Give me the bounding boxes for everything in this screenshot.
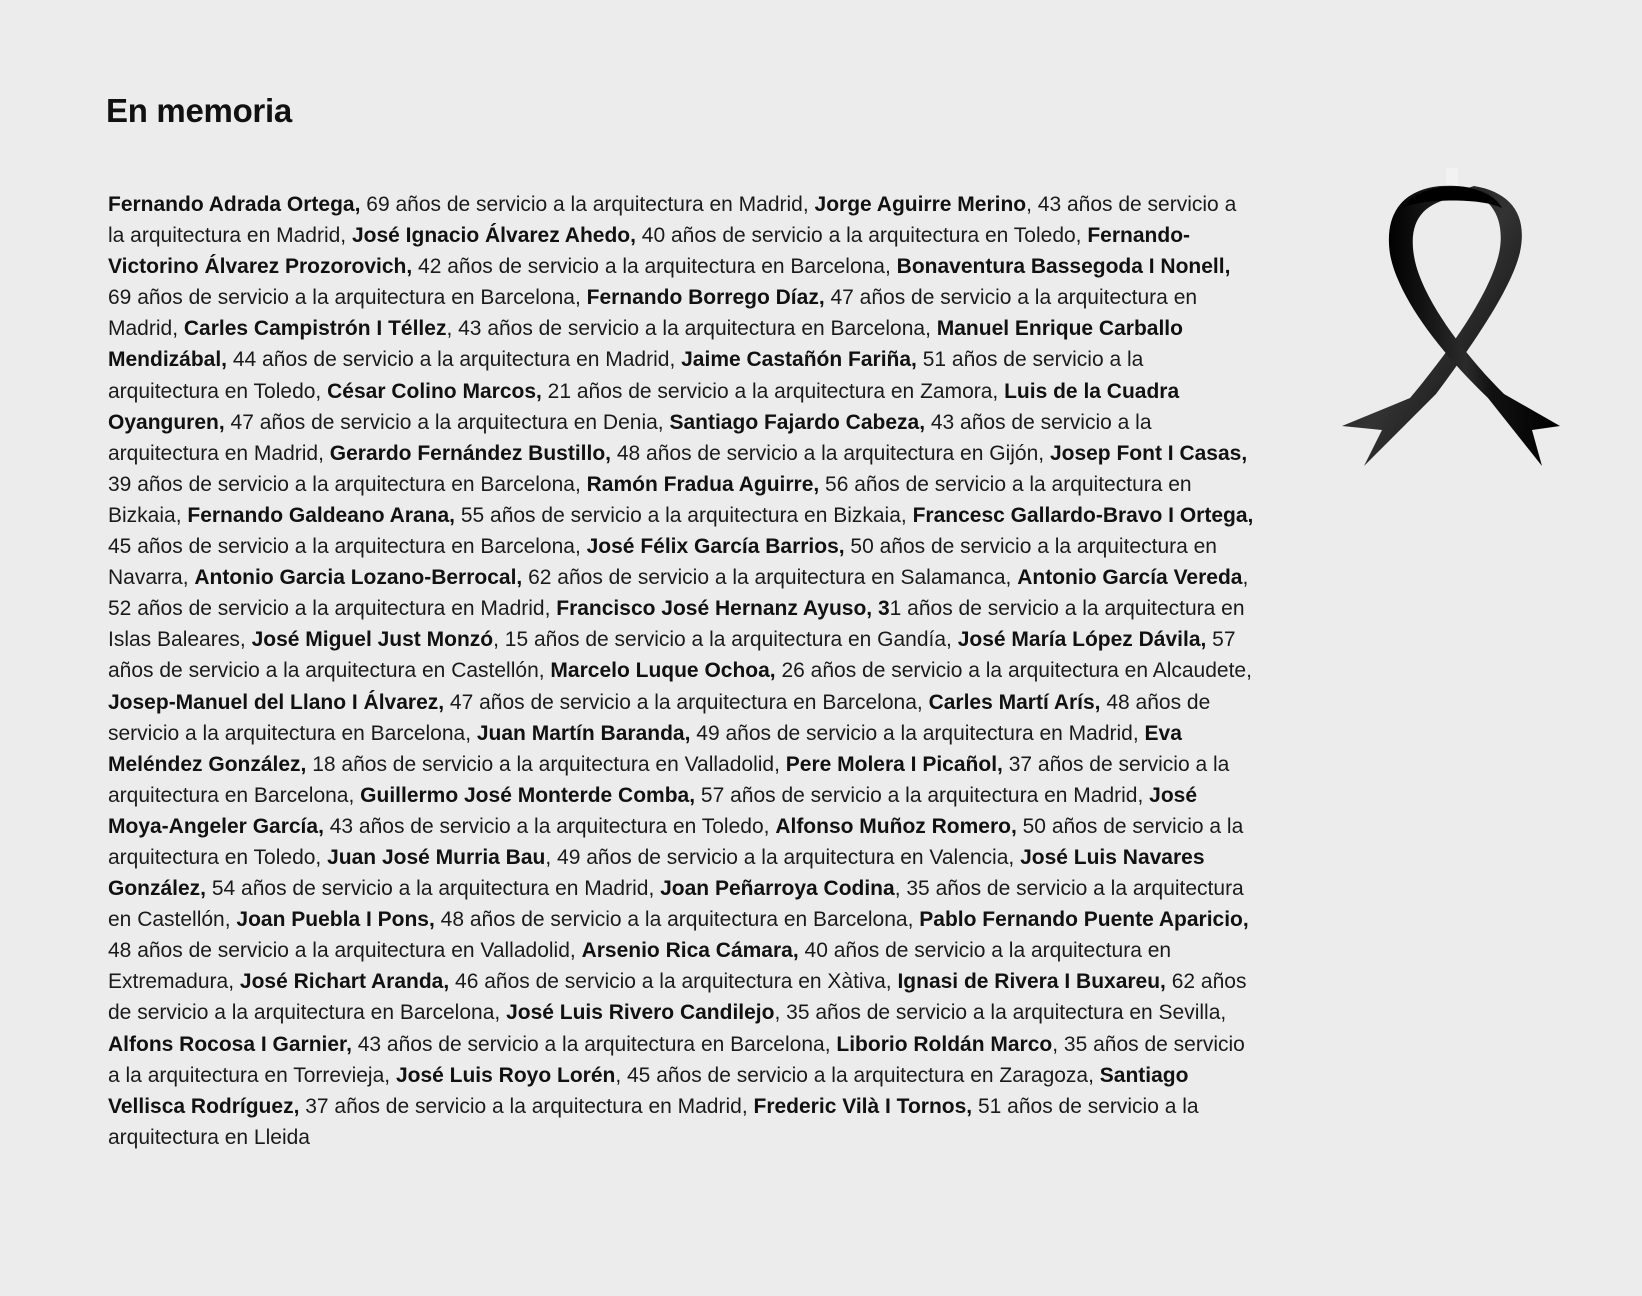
memorial-detail: 48 años de servicio a la arquitectura en Barcelona,	[108, 690, 1211, 745]
memorial-detail: 62 años de servicio a la arquitectura en Barcelona,	[108, 970, 1247, 1025]
memorial-detail: 1 años de servicio a la arquitectura en Islas Baleares,	[108, 597, 1245, 652]
memorial-detail: 46 años de servicio a la arquitectura en Xàtiva,	[449, 970, 898, 994]
memorial-name: Fernando Galdeano Arana,	[187, 503, 455, 527]
memorial-name: José Luis Royo Lorén	[395, 1063, 616, 1087]
memorial-detail: 55 años de servicio a la arquitectura en Bizkaia,	[454, 503, 913, 527]
memorial-name: Francisco José Hernanz Ayuso, 3	[556, 597, 890, 621]
memorial-detail: 26 años de servicio a la arquitectura en Alcaudete,	[775, 659, 1252, 683]
memorial-detail: 39 años de servicio a la arquitectura en Barcelona,	[108, 472, 587, 496]
memorial-detail: 48 años de servicio a la arquitectura en Barcelona,	[434, 908, 920, 932]
memorial-detail: , 35 años de servicio a la arquitectura en Sevilla,	[774, 1001, 1227, 1025]
memorial-name: Juan Martín Baranda,	[476, 721, 691, 745]
memorial-name: José Ignacio Álvarez Ahedo,	[351, 224, 636, 248]
memorial-list	[108, 189, 1256, 1153]
memorial-detail: , 43 años de servicio a la arquitectura en Barcelona,	[446, 317, 937, 341]
memorial-name: Pere Molera I Picañol,	[785, 752, 1003, 776]
memorial-name: Jaime Castañón Fariña,	[681, 348, 917, 372]
memorial-detail: , 43 años de servicio a la arquitectura en Madrid,	[108, 193, 1237, 248]
memorial-name: Alfons Rocosa I Garnier,	[108, 1032, 352, 1056]
memorial-name: Liborio Roldán Marco	[836, 1032, 1053, 1056]
memorial-detail: 56 años de servicio a la arquitectura en Bizkaia,	[108, 472, 1192, 527]
page-title: En memoria	[106, 92, 292, 129]
memorial-detail: 48 años de servicio a la arquitectura en Valladolid,	[108, 939, 582, 963]
memorial-detail: 44 años de servicio a la arquitectura en Madrid,	[227, 348, 682, 372]
memorial-name: Fernando Adrada Ortega,	[108, 193, 361, 216]
memorial-detail: , 49 años de servicio a la arquitectura en Valencia,	[545, 845, 1021, 869]
memorial-name: Antonio García Vereda	[1017, 566, 1243, 590]
memorial-name: Joan Puebla I Pons,	[236, 908, 435, 932]
memorial-name: Eva Meléndez González,	[108, 721, 1182, 776]
memorial-detail: , 52 años de servicio a la arquitectura en Madrid,	[108, 566, 1249, 621]
memorial-name: Gerardo Fernández Bustillo,	[329, 441, 612, 465]
memorial-detail: 69 años de servicio a la arquitectura en Madrid,	[360, 193, 815, 216]
memorial-detail: 45 años de servicio a la arquitectura en Barcelona,	[108, 535, 587, 559]
memorial-detail: 18 años de servicio a la arquitectura en Valladolid,	[306, 752, 786, 776]
memorial-name: José Luis Rivero Candilejo	[506, 1001, 775, 1025]
memorial-name: Carles Campistrón I Téllez	[183, 317, 447, 341]
memorial-detail: , 35 años de servicio a la arquitectura en Torrevieja,	[108, 1032, 1245, 1087]
memorial-name: Ignasi de Rivera I Buxareu,	[897, 970, 1166, 994]
memorial-name: Francesc Gallardo-Bravo I Ortega,	[912, 503, 1254, 527]
memorial-name: José Moya-Angeler García,	[108, 783, 1198, 838]
memorial-name: Luis de la Cuadra Oyanguren,	[108, 379, 1180, 434]
memorial-name: Arsenio Rica Cámara,	[581, 939, 799, 963]
memorial-name: Santiago Vellisca Rodríguez,	[108, 1063, 1189, 1118]
memorial-detail: 43 años de servicio a la arquitectura en Barcelona,	[351, 1032, 837, 1056]
memorial-detail: 47 años de servicio a la arquitectura en Denia,	[224, 410, 670, 434]
memorial-detail: 40 años de servicio a la arquitectura en Toledo,	[635, 224, 1088, 248]
memorial-name: Pablo Fernando Puente Aparicio,	[919, 908, 1249, 932]
memorial-detail: 50 años de servicio a la arquitectura en Navarra,	[108, 535, 1217, 590]
memorial-name: Fernando Borrego Díaz,	[586, 286, 825, 310]
memorial-detail: , 35 años de servicio a la arquitectura en Castellón,	[108, 877, 1244, 932]
memorial-detail: 62 años de servicio a la arquitectura en Salamanca,	[522, 566, 1018, 590]
memorial-name: César Colino Marcos,	[327, 379, 542, 403]
memorial-name: Carles Martí Arís,	[928, 690, 1101, 714]
memorial-name: Joan Peñarroya Codina	[660, 877, 895, 901]
memorial-name: Antonio Garcia Lozano-Berrocal,	[194, 566, 523, 590]
mourning-ribbon-icon	[1342, 168, 1560, 468]
memorial-name: Frederic Vilà I Tornos,	[753, 1094, 973, 1118]
memorial-detail: 43 años de servicio a la arquitectura en Toledo,	[323, 814, 776, 838]
memorial-detail: 49 años de servicio a la arquitectura en Madrid,	[690, 721, 1145, 745]
memorial-detail: 43 años de servicio a la arquitectura en Madrid,	[108, 410, 1152, 465]
memorial-detail: 21 años de servicio a la arquitectura en Zamora,	[541, 379, 1005, 403]
memorial-name: José María López Dávila,	[957, 628, 1207, 652]
memorial-name: Marcelo Luque Ochoa,	[550, 659, 776, 683]
memorial-detail: , 45 años de servicio a la arquitectura en Zaragoza,	[615, 1063, 1100, 1087]
memorial-detail: 57 años de servicio a la arquitectura en Castellón,	[108, 628, 1236, 683]
memorial-detail: 42 años de servicio a la arquitectura en Barcelona,	[412, 255, 897, 279]
memorial-detail: 51 años de servicio a la arquitectura en Lleida	[108, 1094, 1199, 1149]
memorial-detail: 51 años de servicio a la arquitectura en Toledo,	[108, 348, 1144, 403]
memorial-detail: 69 años de servicio a la arquitectura en Barcelona,	[108, 286, 587, 310]
memorial-detail: 54 años de servicio a la arquitectura en Madrid,	[206, 877, 661, 901]
memorial-detail: 40 años de servicio a la arquitectura en Extremadura,	[108, 939, 1172, 994]
memorial-detail: 48 años de servicio a la arquitectura en Gijón,	[611, 441, 1050, 465]
memorial-name: Guillermo José Monterde Comba,	[360, 783, 696, 807]
memorial-name: Juan José Murria Bau	[327, 845, 546, 869]
memorial-name: Josep-Manuel del Llano I Álvarez,	[108, 690, 445, 714]
memorial-name: José Félix García Barrios,	[586, 535, 845, 559]
memorial-detail: 47 años de servicio a la arquitectura en Barcelona,	[444, 690, 929, 714]
memorial-name: Ramón Fradua Aguirre,	[586, 472, 820, 496]
memorial-name: Fernando-Victorino Álvarez Prozorovich,	[108, 224, 1191, 279]
memorial-name: José Miguel Just Monzó	[251, 628, 494, 652]
memorial-detail: 37 años de servicio a la arquitectura en Madrid,	[299, 1094, 754, 1118]
memorial-detail: 50 años de servicio a la arquitectura en Toledo,	[108, 814, 1244, 869]
memorial-detail: 57 años de servicio a la arquitectura en Madrid,	[695, 783, 1150, 807]
memorial-name: Bonaventura Bassegoda I Nonell,	[896, 255, 1231, 279]
memorial-detail: 47 años de servicio a la arquitectura en Madrid,	[108, 286, 1198, 341]
memorial-detail: , 15 años de servicio a la arquitectura en Gandía,	[493, 628, 958, 652]
memorial-name: Jorge Aguirre Merino	[814, 193, 1027, 216]
memorial-name: José Luis Navares González,	[108, 845, 1205, 901]
memorial-name: Santiago Fajardo Cabeza,	[669, 410, 926, 434]
memorial-name: José Richart Aranda,	[239, 970, 450, 994]
memorial-name: Alfonso Muñoz Romero,	[775, 814, 1017, 838]
memorial-detail: 37 años de servicio a la arquitectura en Barcelona,	[108, 752, 1230, 807]
memorial-name: Josep Font I Casas,	[1049, 441, 1248, 465]
memorial-name: Manuel Enrique Carballo Mendizábal,	[108, 317, 1183, 372]
